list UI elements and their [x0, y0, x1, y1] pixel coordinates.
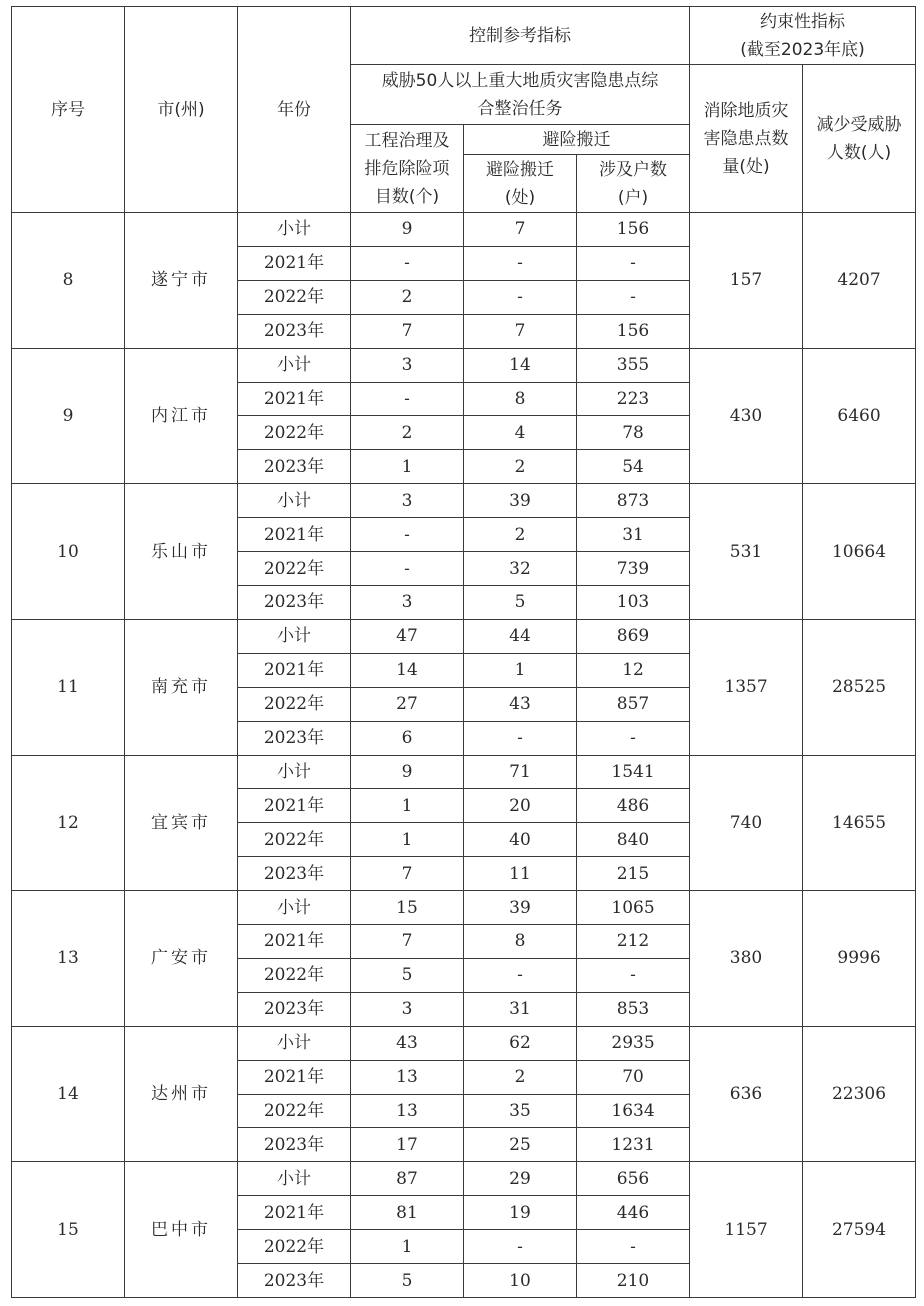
engineering-projects-cell: 6 — [351, 721, 464, 755]
relocation-sites-cell: 29 — [464, 1162, 577, 1196]
seq-cell: 9 — [12, 348, 125, 484]
engineering-projects-cell: 87 — [351, 1162, 464, 1196]
header-reduced-line1: 减少受威胁 — [816, 114, 902, 135]
city-cell: 广安市 — [125, 891, 238, 1027]
header-eliminated-line3: 量(处) — [722, 156, 770, 177]
households-cell: - — [577, 1230, 690, 1264]
households-cell: 1231 — [577, 1128, 690, 1162]
city-cell: 南充市 — [125, 619, 238, 755]
engineering-projects-cell: - — [351, 382, 464, 416]
year-cell: 2023年 — [238, 1264, 351, 1298]
eliminated-sites-cell: 157 — [690, 213, 803, 349]
header-reloc-sites-line2: (处) — [504, 187, 536, 208]
year-cell: 小计 — [238, 619, 351, 653]
eliminated-sites-cell: 380 — [690, 891, 803, 1027]
header-year: 年份 — [238, 7, 351, 213]
seq-cell: 13 — [12, 891, 125, 1027]
header-control-indicators: 控制参考指标 — [351, 7, 690, 65]
city-cell: 宜宾市 — [125, 755, 238, 891]
year-cell: 2023年 — [238, 450, 351, 484]
engineering-projects-cell: 81 — [351, 1196, 464, 1230]
households-cell: 1634 — [577, 1094, 690, 1128]
header-reduced-line2: 人数(人) — [826, 142, 892, 163]
households-cell: 78 — [577, 416, 690, 450]
eliminated-sites-cell: 740 — [690, 755, 803, 891]
relocation-sites-cell: 39 — [464, 484, 577, 518]
households-cell: 212 — [577, 925, 690, 959]
households-cell: 840 — [577, 823, 690, 857]
header-binding-line1: 约束性指标 — [760, 11, 846, 32]
seq-cell: 10 — [12, 484, 125, 620]
reduced-people-cell: 10664 — [803, 484, 916, 620]
table-row — [12, 1162, 916, 1196]
year-cell: 2023年 — [238, 721, 351, 755]
eliminated-sites-cell: 1357 — [690, 619, 803, 755]
relocation-sites-cell: - — [464, 246, 577, 280]
households-cell: 2935 — [577, 1026, 690, 1060]
households-cell: 739 — [577, 552, 690, 586]
relocation-sites-cell: - — [464, 958, 577, 992]
engineering-projects-cell: 15 — [351, 891, 464, 925]
households-cell: 1541 — [577, 755, 690, 789]
engineering-projects-cell: 3 — [351, 484, 464, 518]
year-cell: 2022年 — [238, 1230, 351, 1264]
engineering-projects-cell: 43 — [351, 1026, 464, 1060]
engineering-projects-cell: 1 — [351, 789, 464, 823]
header-task-line1: 威胁50人以上重大地质灾害隐患点综 — [381, 70, 659, 91]
households-cell: 210 — [577, 1264, 690, 1298]
year-cell: 小计 — [238, 348, 351, 382]
relocation-sites-cell: - — [464, 1230, 577, 1264]
households-cell: - — [577, 280, 690, 314]
relocation-sites-cell: 8 — [464, 382, 577, 416]
engineering-projects-cell: 13 — [351, 1060, 464, 1094]
year-cell: 2021年 — [238, 518, 351, 552]
year-cell: 2021年 — [238, 1196, 351, 1230]
households-cell: 853 — [577, 992, 690, 1026]
table-row — [12, 1026, 916, 1060]
relocation-sites-cell: 43 — [464, 687, 577, 721]
header-relocation-sites — [464, 155, 577, 213]
reduced-people-cell: 22306 — [803, 1026, 916, 1162]
city-cell: 达州市 — [125, 1026, 238, 1162]
year-cell: 小计 — [238, 484, 351, 518]
header-eliminated-line2: 害隐患点数 — [703, 128, 789, 149]
eliminated-sites-cell: 430 — [690, 348, 803, 484]
year-cell: 2021年 — [238, 382, 351, 416]
households-cell: 656 — [577, 1162, 690, 1196]
table-row — [12, 213, 916, 247]
engineering-projects-cell: 1 — [351, 1230, 464, 1264]
engineering-projects-cell: - — [351, 518, 464, 552]
engineering-projects-cell: 13 — [351, 1094, 464, 1128]
year-cell: 2021年 — [238, 1060, 351, 1094]
year-cell: 小计 — [238, 755, 351, 789]
engineering-projects-cell: 2 — [351, 280, 464, 314]
header-binding-line2: (截至2023年底) — [740, 39, 865, 60]
engineering-projects-cell: 9 — [351, 755, 464, 789]
households-cell: 446 — [577, 1196, 690, 1230]
households-cell: - — [577, 958, 690, 992]
engineering-projects-cell: 3 — [351, 585, 464, 619]
relocation-sites-cell: 7 — [464, 314, 577, 348]
engineering-projects-cell: 7 — [351, 925, 464, 959]
seq-cell: 8 — [12, 213, 125, 349]
header-engineering-projects — [351, 125, 464, 213]
city-cell: 巴中市 — [125, 1162, 238, 1298]
header-remediation-task — [351, 65, 690, 125]
households-cell: 156 — [577, 213, 690, 247]
relocation-sites-cell: 10 — [464, 1264, 577, 1298]
engineering-projects-cell: 27 — [351, 687, 464, 721]
engineering-projects-cell: 14 — [351, 653, 464, 687]
year-cell: 2022年 — [238, 958, 351, 992]
year-cell: 小计 — [238, 891, 351, 925]
engineering-projects-cell: 5 — [351, 958, 464, 992]
year-cell: 2021年 — [238, 925, 351, 959]
reduced-people-cell: 28525 — [803, 619, 916, 755]
relocation-sites-cell: 44 — [464, 619, 577, 653]
relocation-sites-cell: 11 — [464, 857, 577, 891]
year-cell: 2023年 — [238, 857, 351, 891]
households-cell: 1065 — [577, 891, 690, 925]
engineering-projects-cell: - — [351, 246, 464, 280]
engineering-projects-cell: - — [351, 552, 464, 586]
reduced-people-cell: 14655 — [803, 755, 916, 891]
header-reduced-people — [803, 65, 916, 213]
relocation-sites-cell: 19 — [464, 1196, 577, 1230]
relocation-sites-cell: 40 — [464, 823, 577, 857]
relocation-sites-cell: 2 — [464, 1060, 577, 1094]
header-binding-indicators — [690, 7, 916, 65]
table-row — [12, 348, 916, 382]
households-cell: - — [577, 721, 690, 755]
header-seq: 序号 — [12, 7, 125, 213]
seq-cell: 12 — [12, 755, 125, 891]
households-cell: 869 — [577, 619, 690, 653]
reduced-people-cell: 27594 — [803, 1162, 916, 1298]
relocation-sites-cell: 35 — [464, 1094, 577, 1128]
relocation-sites-cell: 8 — [464, 925, 577, 959]
households-cell: 486 — [577, 789, 690, 823]
eliminated-sites-cell: 531 — [690, 484, 803, 620]
header-city: 市(州) — [125, 7, 238, 213]
engineering-projects-cell: 3 — [351, 992, 464, 1026]
reduced-people-cell: 4207 — [803, 213, 916, 349]
table-row — [12, 891, 916, 925]
year-cell: 2022年 — [238, 687, 351, 721]
relocation-sites-cell: 39 — [464, 891, 577, 925]
header-task-line2: 合整治任务 — [477, 98, 563, 119]
year-cell: 2022年 — [238, 823, 351, 857]
engineering-projects-cell: 7 — [351, 857, 464, 891]
households-cell: 31 — [577, 518, 690, 552]
relocation-sites-cell: 71 — [464, 755, 577, 789]
year-cell: 2022年 — [238, 416, 351, 450]
hazard-remediation-table — [11, 6, 916, 1298]
seq-cell: 11 — [12, 619, 125, 755]
eliminated-sites-cell: 636 — [690, 1026, 803, 1162]
relocation-sites-cell: 62 — [464, 1026, 577, 1060]
year-cell: 小计 — [238, 1162, 351, 1196]
year-cell: 2022年 — [238, 552, 351, 586]
header-eng-line3: 目数(个) — [374, 186, 440, 207]
table-row — [12, 619, 916, 653]
year-cell: 小计 — [238, 213, 351, 247]
households-cell: 70 — [577, 1060, 690, 1094]
relocation-sites-cell: - — [464, 280, 577, 314]
engineering-projects-cell: 17 — [351, 1128, 464, 1162]
header-eng-line2: 排危除险项 — [364, 158, 450, 179]
households-cell: 223 — [577, 382, 690, 416]
header-households-line2: (户) — [617, 187, 649, 208]
reduced-people-cell: 6460 — [803, 348, 916, 484]
relocation-sites-cell: 25 — [464, 1128, 577, 1162]
header-reloc-sites-line1: 避险搬迁 — [486, 159, 554, 180]
year-cell: 2023年 — [238, 314, 351, 348]
relocation-sites-cell: 4 — [464, 416, 577, 450]
households-cell: 54 — [577, 450, 690, 484]
households-cell: 12 — [577, 653, 690, 687]
year-cell: 2021年 — [238, 246, 351, 280]
relocation-sites-cell: - — [464, 721, 577, 755]
households-cell: 857 — [577, 687, 690, 721]
header-households — [577, 155, 690, 213]
header-eliminated-line1: 消除地质灾 — [703, 100, 789, 121]
header-eng-line1: 工程治理及 — [364, 130, 450, 151]
households-cell: - — [577, 246, 690, 280]
year-cell: 2021年 — [238, 653, 351, 687]
year-cell: 2023年 — [238, 992, 351, 1026]
seq-cell: 14 — [12, 1026, 125, 1162]
table-row — [12, 755, 916, 789]
header-relocation: 避险搬迁 — [464, 125, 690, 155]
engineering-projects-cell: 1 — [351, 823, 464, 857]
households-cell: 873 — [577, 484, 690, 518]
year-cell: 2021年 — [238, 789, 351, 823]
engineering-projects-cell: 5 — [351, 1264, 464, 1298]
year-cell: 2023年 — [238, 585, 351, 619]
city-cell: 内江市 — [125, 348, 238, 484]
relocation-sites-cell: 2 — [464, 450, 577, 484]
engineering-projects-cell: 47 — [351, 619, 464, 653]
relocation-sites-cell: 14 — [464, 348, 577, 382]
header-households-line1: 涉及户数 — [599, 159, 667, 180]
households-cell: 156 — [577, 314, 690, 348]
engineering-projects-cell: 3 — [351, 348, 464, 382]
table-row — [12, 484, 916, 518]
households-cell: 215 — [577, 857, 690, 891]
seq-cell: 15 — [12, 1162, 125, 1298]
city-cell: 乐山市 — [125, 484, 238, 620]
year-cell: 2023年 — [238, 1128, 351, 1162]
relocation-sites-cell: 31 — [464, 992, 577, 1026]
engineering-projects-cell: 2 — [351, 416, 464, 450]
relocation-sites-cell: 1 — [464, 653, 577, 687]
table-body — [12, 213, 916, 1298]
engineering-projects-cell: 9 — [351, 213, 464, 247]
engineering-projects-cell: 1 — [351, 450, 464, 484]
households-cell: 103 — [577, 585, 690, 619]
year-cell: 小计 — [238, 1026, 351, 1060]
reduced-people-cell: 9996 — [803, 891, 916, 1027]
relocation-sites-cell: 2 — [464, 518, 577, 552]
relocation-sites-cell: 20 — [464, 789, 577, 823]
year-cell: 2022年 — [238, 280, 351, 314]
relocation-sites-cell: 5 — [464, 585, 577, 619]
eliminated-sites-cell: 1157 — [690, 1162, 803, 1298]
households-cell: 355 — [577, 348, 690, 382]
relocation-sites-cell: 7 — [464, 213, 577, 247]
engineering-projects-cell: 7 — [351, 314, 464, 348]
year-cell: 2022年 — [238, 1094, 351, 1128]
city-cell: 遂宁市 — [125, 213, 238, 349]
relocation-sites-cell: 32 — [464, 552, 577, 586]
header-eliminated-sites — [690, 65, 803, 213]
